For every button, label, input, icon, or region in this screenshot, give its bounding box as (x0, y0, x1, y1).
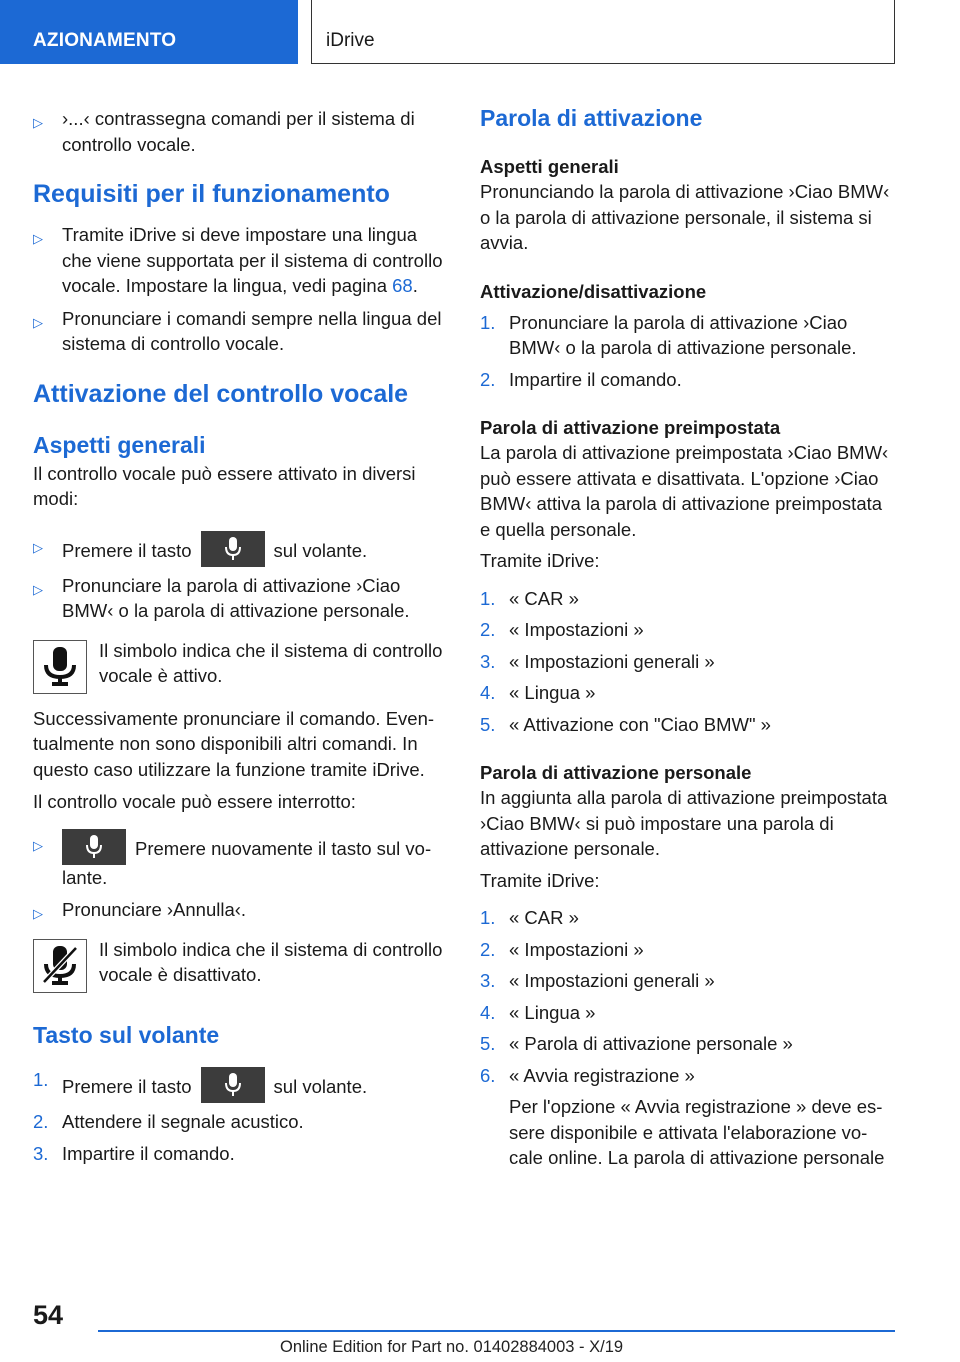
footer-edition: Online Edition for Part no. 01402884003 - X/19 (280, 1338, 624, 1356)
list-item: 1. « CAR » (480, 907, 579, 928)
minor-heading: Parola di attivazione preimpostata (480, 417, 781, 438)
section-title: AZIONAMENTO (33, 30, 177, 51)
paragraph: In aggiunta alla parola di attivazione preimpostata ›Ciao BMW‹ si può impostare una parola di attivazione personale. (480, 787, 888, 859)
section-heading: Attivazione del controllo vocale (33, 379, 409, 408)
list-item: ▷ Premere nuovamente il tasto sul volante. (33, 829, 445, 891)
left-column (33, 100, 445, 1167)
list-item: 6. « Avvia registrazione » (480, 1064, 695, 1086)
microphone-button-icon (62, 829, 126, 865)
triangle-bullet-icon: ▷ (33, 837, 43, 853)
page-link[interactable]: 68 (392, 275, 413, 296)
list-item: 5. « Attivazione con "Ciao BMW" » (480, 713, 771, 735)
chapter-title: iDrive (326, 30, 375, 51)
list-item: ▷ Pronunciare i comandi sempre nella lingua del sistema di controllo vocale. (33, 307, 442, 354)
triangle-bullet-icon: ▷ (33, 115, 43, 130)
triangle-bullet-icon: ▷ (33, 906, 43, 921)
list-item: 2. Impartire il comando. (480, 368, 682, 390)
microphone-button-icon (201, 531, 265, 567)
list-item: 1. Pronunciare la parola di attivazione ›Ciao BMW‹ o la parola di attivazione personale. (480, 311, 857, 358)
list-item: 4. « Lingua » (480, 682, 596, 703)
list-item: 1. « CAR » (480, 587, 579, 609)
triangle-bullet-icon: ▷ (33, 231, 43, 246)
list-item: ▷ Pronunciare la parola di attivazione ›Ciao BMW‹ o la parola di attivazione personale. (33, 574, 410, 621)
symbol-note: Il simbolo indica che il sistema di controllo vocale è disattivato. (33, 937, 445, 993)
list-item: ▷ Premere il tasto sul volante. (33, 531, 445, 567)
paragraph: Tramite iDrive: (480, 869, 600, 891)
list-item: ▷ ›...‹ contrassegna comandi per il sistema di controllo vocale. (33, 108, 415, 155)
symbol-note: Il simbolo indica che il sistema di controllo vocale è attivo. (33, 638, 445, 694)
subsection-heading: Aspetti generali (33, 431, 206, 458)
subsection-heading: Parola di attivazione (480, 105, 703, 131)
microphone-active-icon (33, 640, 87, 694)
section-tab (0, 0, 298, 64)
paragraph: Pronunciando la parola di attivazione ›Ciao BMW‹ o la parola di attivazione personale, il sistema si avvia. (480, 181, 890, 253)
minor-heading: Attivazione/disattivazione (480, 280, 707, 302)
list-item: 2. « Impostazioni » (480, 938, 644, 960)
list-item: ▷ Pronunciare ›Annulla‹. (33, 897, 445, 923)
paragraph: Per l'opzione « Avvia registrazione » deve essere disponibile e attivata l'elaborazione vocale online. La parola di attivazione personale (509, 1096, 885, 1168)
right-column (480, 100, 895, 1171)
triangle-bullet-icon: ▷ (33, 539, 43, 555)
minor-heading: Aspetti generali (480, 156, 619, 177)
section-heading: Requisiti per il funzionamento (33, 180, 390, 208)
minor-heading: Parola di attivazione personale (480, 762, 752, 783)
list-item: 1. Premere il tasto sul volante. (33, 1067, 445, 1103)
paragraph: Il controllo vocale può essere interrotto: (33, 791, 356, 812)
subsection-heading: Tasto sul volante (33, 1021, 220, 1048)
list-item: 2. « Impostazioni » (480, 619, 644, 640)
list-item: 2. Attendere il segnale acustico. (33, 1110, 304, 1132)
microphone-off-icon (33, 939, 87, 993)
list-item: 3. Impartire il comando. (33, 1143, 235, 1164)
page-number: 54 (33, 1300, 64, 1330)
page-header (0, 0, 960, 66)
paragraph: Tramite iDrive: (480, 550, 600, 571)
chapter-tab (311, 0, 895, 64)
list-item: ▷ Tramite iDrive si deve impostare una lingua che viene supportata per il sistema di controllo vocale. Impostare la lingua, vedi pagina 68. (33, 224, 443, 296)
triangle-bullet-icon: ▷ (33, 581, 43, 597)
triangle-bullet-icon: ▷ (33, 314, 43, 330)
footer-divider (98, 1330, 895, 1332)
list-item: 3. « Impostazioni generali » (480, 970, 715, 991)
paragraph: La parola di attivazione preimpostata ›Ciao BMW‹ può essere attivata e disattivata. L'opzione ›Ciao BMW‹ attiva la parola di attivazione preimpostata e quella personale. (480, 442, 889, 540)
paragraph: Successivamente pronunciare il comando. Eventualmente non sono disponibili altri comandi. In questo caso utilizzare la funzione tramite iDrive. (33, 707, 435, 780)
list-item: 5. « Parola di attivazione personale » (480, 1033, 793, 1054)
list-item: 3. « Impostazioni generali » (480, 650, 715, 672)
list-item: 4. « Lingua » (480, 1001, 596, 1023)
paragraph: Il controllo vocale può essere attivato in diversi modi: (33, 462, 416, 509)
microphone-button-icon (201, 1067, 265, 1103)
